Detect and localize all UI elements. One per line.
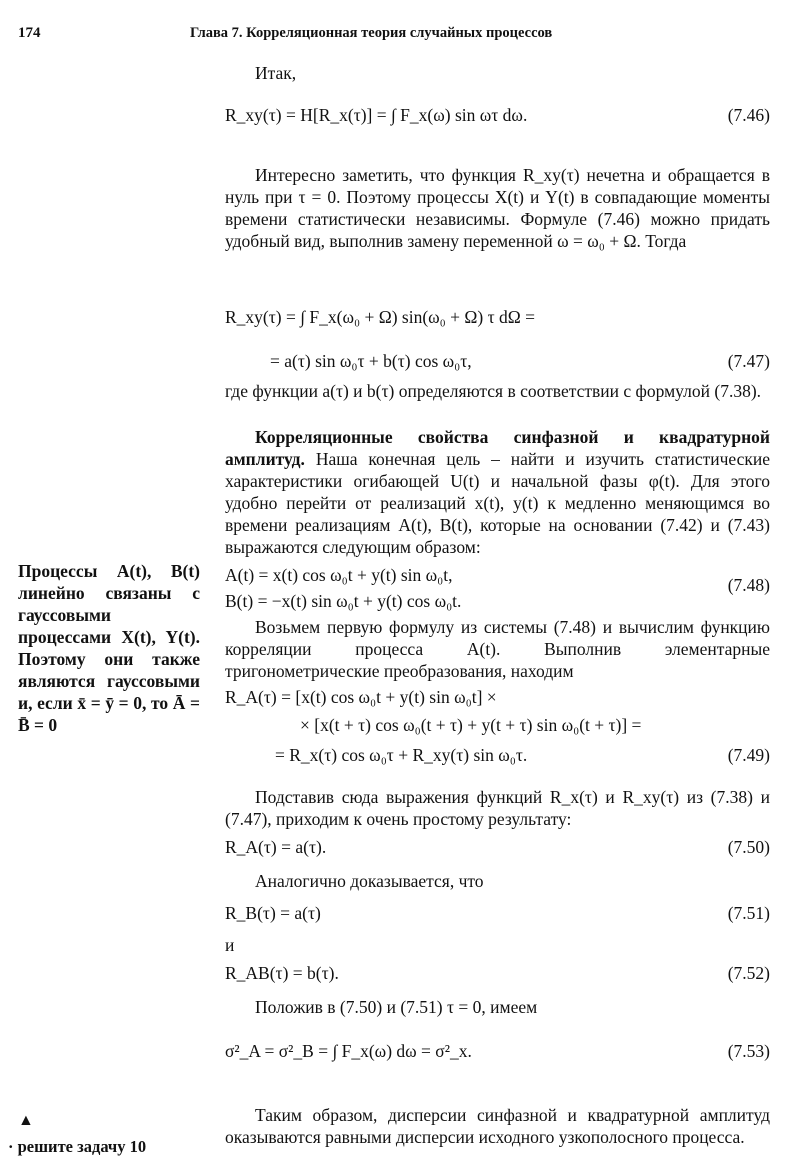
paragraph-6: Положив в (7.50) и (7.51) τ = 0, имеем bbox=[255, 997, 538, 1017]
section-title: Корреляционные свойства синфазной и квадратурной амплитуд. bbox=[225, 427, 770, 469]
equation-7-49-line-3: = R_x(τ) cos ω₀τ + R_xy(τ) sin ω₀τ. (7.49) bbox=[275, 745, 770, 765]
section-paragraph bbox=[225, 426, 770, 558]
equation-7-46 bbox=[225, 104, 770, 128]
equation-7-50: R_A(τ) = a(τ). (7.50) bbox=[225, 837, 770, 857]
equation-7-48-number: (7.48) bbox=[727, 575, 770, 595]
paragraph-3: Возьмем первую формулу из системы (7.48) и вычислим функцию корреляции процесса A(t). Выполнив элементарные тригонометрические преобразования, находим bbox=[225, 617, 770, 681]
task-reference: · решите задачу 10 bbox=[8, 1137, 147, 1156]
section-text: Наша конечная цель – найти и изучить статистические характеристики огибающей U(t) и начальной фазы φ(t). Для этого удобно перейти от реализаций x(t), y(t) к медленно меняющимся во времени реализациям A(t), B(t), которые на основании (7.42) и (7.43) выражаются следующим образом: bbox=[225, 449, 771, 557]
paragraph-5: Аналогично доказывается, что bbox=[255, 871, 484, 891]
equation-7-47-line-1: R_xy(τ) = ∫ F_x(ω₀ + Ω) sin(ω₀ + Ω) τ dΩ = bbox=[225, 307, 536, 327]
equation-7-49-line-2: × [x(t + τ) cos ω₀(t + τ) + y(t + τ) sin ω₀(t + τ)] = bbox=[300, 715, 642, 735]
equation-body: R_xy(τ) = H[R_x(τ)] = ∫ F_x(ω) sin ωτ dω. bbox=[225, 105, 528, 125]
margin-note: Процессы A(t), B(t) линейно связаны с гауссовыми процессами X(t), Y(t). Поэтому они также являются гауссовыми и, если x̄ = ȳ = 0, то Ā = B̄ = 0 bbox=[18, 561, 200, 735]
equation-7-49-line-1: R_A(τ) = [x(t) cos ω₀t + y(t) sin ω₀t] × bbox=[225, 687, 497, 707]
running-title: Глава 7. Корреляционная теория случайных процессов bbox=[190, 25, 553, 41]
paragraph-4: Подставив сюда выражения функций R_x(τ) и R_xy(τ) из (7.38) и (7.47), приходим к очень простому результату: bbox=[225, 787, 770, 829]
paragraph-7: Таким образом, дисперсии синфазной и квадратурной амплитуд оказываются равными дисперсии исходного узкополосного процесса. bbox=[225, 1105, 770, 1147]
equation-number: (7.46) bbox=[727, 105, 770, 125]
equation-7-53: σ²_A = σ²_B = ∫ F_x(ω) dω = σ²_x. (7.53) bbox=[225, 1041, 770, 1061]
triangle-marker-icon: ▲ bbox=[18, 1112, 34, 1129]
equation-7-52: R_AB(τ) = b(τ). (7.52) bbox=[225, 963, 770, 983]
equation-7-51: R_B(τ) = a(τ) (7.51) bbox=[225, 903, 770, 923]
equation-7-48-line-1: A(t) = x(t) cos ω₀t + y(t) sin ω₀t, bbox=[225, 565, 453, 585]
equation-7-48-line-2: B(t) = −x(t) sin ω₀t + y(t) cos ω₀t. bbox=[225, 591, 462, 611]
equation-7-47-line-2: = a(τ) sin ω₀τ + b(τ) cos ω₀τ, (7.47) bbox=[270, 351, 770, 371]
conjunction-and: и bbox=[225, 935, 235, 955]
equation-number: (7.47) bbox=[727, 351, 770, 371]
paragraph-2: где функции a(τ) и b(τ) определяются в соответствии с формулой (7.38). bbox=[225, 381, 762, 401]
paragraph-1: Интересно заметить, что функция R_xy(τ) нечетна и обращается в нуль при τ = 0. Поэтому процессы X(t) и Y(t) в совпадающие моменты времени статистически независимы. Формуле (7.46) можно придать удобный вид, выполнив замену переменной ω = ω₀ + Ω. Тогда bbox=[225, 165, 770, 251]
intro-text: Итак, bbox=[255, 63, 297, 83]
equation-number: (7.49) bbox=[727, 745, 770, 765]
page-number: 174 bbox=[18, 25, 41, 41]
